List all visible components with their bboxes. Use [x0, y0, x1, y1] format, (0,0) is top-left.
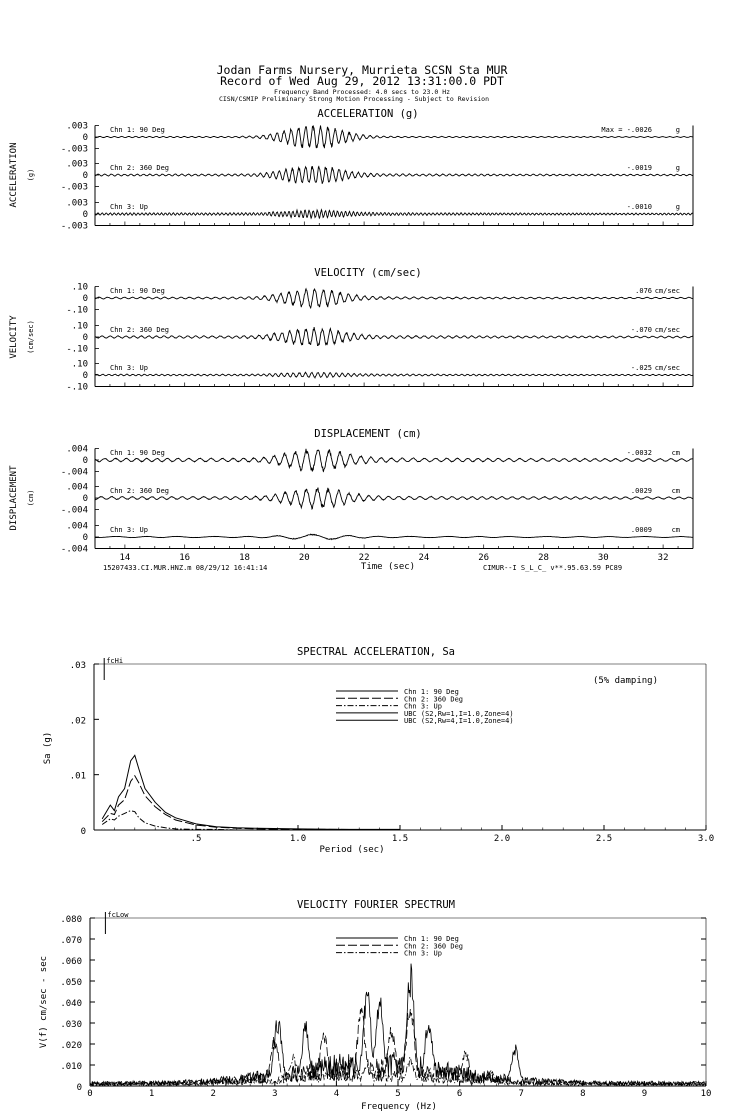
waveform-trace [95, 534, 693, 539]
time-tick-label: 20 [298, 553, 310, 563]
panel-ylabel: VELOCITY [9, 315, 19, 359]
panel-ylabel: ACCELERATION [9, 142, 19, 208]
fs-series-line [90, 964, 706, 1085]
sa-xtick-label: 3.0 [697, 834, 715, 844]
fs-xlabel: Frequency (Hz) [361, 1102, 437, 1112]
sa-ytick-label: .02 [69, 716, 86, 727]
ytick-label-top: .10 [71, 282, 88, 293]
sa-xtick-label: 2.0 [493, 834, 511, 844]
channel-label: Chn 3: Up [110, 364, 148, 372]
footer-version: CIMUR--I S_L_C_ v**.95.63.59 PC89 [483, 564, 623, 572]
ytick-label-zero: 0 [82, 294, 88, 304]
fs-ylabel: V(f) cm/sec - sec [39, 955, 49, 1049]
channel-peak-units: cm [671, 487, 680, 495]
ytick-label-top: .003 [66, 159, 88, 170]
fs-fclow-label: fcLow [107, 911, 129, 919]
fs-legend-label: Chn 2: 360 Deg [404, 942, 464, 951]
velocity-time-history [9, 267, 693, 393]
spectral-acceleration-chart [43, 646, 714, 855]
ytick-label-zero: 0 [82, 533, 88, 543]
waveform-trace [95, 210, 693, 219]
channel-peak-units: cm [671, 526, 680, 534]
time-tick-label: 22 [358, 553, 370, 563]
panel-title: ACCELERATION (g) [317, 108, 419, 120]
sa-xtick-label: 1.5 [391, 834, 409, 844]
fs-xtick-label: 0 [87, 1089, 93, 1099]
time-axis-label: Time (sec) [360, 562, 416, 572]
header-record-date: Record of Wed Aug 29, 2012 13:31:00.0 PDT [220, 74, 504, 88]
fs-xtick-label: 5 [395, 1089, 401, 1099]
fs-ytick-label: .050 [60, 978, 82, 988]
channel-label: Chn 1: 90 Deg [110, 126, 165, 134]
time-tick-label: 26 [478, 553, 490, 563]
fs-ytick-label: .010 [60, 1062, 82, 1072]
time-tick-label: 28 [538, 553, 549, 563]
channel-peak-units: cm [671, 449, 680, 457]
channel-peak-value: Max = -.0026 [601, 126, 652, 134]
sa-xlabel: Period (sec) [319, 845, 385, 855]
sa-ytick-label: 0 [80, 827, 86, 837]
sa-ytick-label: .03 [69, 661, 86, 671]
header-frequency-band: Frequency Band Processed: 4.0 secs to 23.0 Hz [273, 88, 451, 96]
ytick-label-bottom: -.004 [60, 505, 88, 516]
ytick-label-zero: 0 [82, 494, 88, 504]
channel-peak-units: g [675, 126, 680, 134]
sa-xtick-label: .5 [190, 834, 202, 844]
time-tick-label: 14 [119, 553, 131, 563]
fs-xtick-label: 10 [700, 1089, 712, 1099]
channel-label: Chn 2: 360 Deg [110, 487, 170, 495]
time-tick-label: 18 [239, 553, 250, 563]
ytick-label-zero: 0 [82, 133, 88, 143]
panel-title: DISPLACEMENT (cm) [314, 428, 422, 440]
channel-peak-units: cm/sec [654, 326, 680, 334]
channel-peak-value: -.0019 [626, 164, 652, 172]
ytick-label-top: .003 [66, 121, 88, 132]
ytick-label-top: .10 [71, 359, 88, 370]
channel-peak-units: g [675, 203, 680, 211]
sa-legend-label: UBC (S2,Rw=1,I=1.0,Zone=4) [404, 709, 514, 718]
waveform-trace [95, 449, 693, 472]
channel-label: Chn 1: 90 Deg [110, 449, 165, 457]
ytick-label-zero: 0 [82, 371, 88, 381]
channel-label: Chn 2: 360 Deg [110, 326, 170, 334]
sa-damping-label: (5% damping) [592, 676, 658, 686]
ytick-label-top: .004 [66, 482, 88, 493]
sa-xtick-label: 1.0 [289, 834, 307, 844]
channel-peak-value: -.070 [630, 326, 652, 334]
ytick-label-zero: 0 [82, 171, 88, 181]
footer-file-id: 15207433.CI.MUR.HNZ.m 08/29/12 16:41:14 [103, 564, 268, 572]
sa-series-line [102, 776, 400, 830]
channel-peak-value: -.025 [630, 364, 652, 372]
time-tick-label: 16 [179, 553, 191, 563]
fs-xtick-label: 3 [272, 1089, 278, 1099]
channel-peak-units: cm/sec [654, 364, 680, 372]
time-tick-label: 24 [418, 553, 430, 563]
ytick-label-bottom: -.003 [60, 221, 88, 232]
fs-ytick-label: .080 [60, 915, 82, 925]
fs-xtick-label: 6 [456, 1089, 463, 1099]
fs-ytick-label: 0 [76, 1083, 82, 1093]
waveform-trace [95, 372, 693, 378]
ytick-label-bottom: -.10 [66, 382, 88, 393]
sa-legend-label: UBC (S2,Rw=4,I=1.0,Zone=4) [404, 717, 514, 726]
panel-yunits: (g) [27, 168, 35, 182]
fs-legend-label: Chn 3: Up [404, 949, 442, 958]
ytick-label-zero: 0 [82, 210, 88, 220]
fs-ytick-label: .070 [60, 936, 82, 946]
displacement-time-history [9, 428, 693, 555]
channel-label: Chn 3: Up [110, 526, 148, 534]
channel-peak-value: .0009 [630, 526, 652, 534]
ytick-label-bottom: -.004 [60, 467, 88, 478]
fs-xtick-label: 1 [148, 1089, 155, 1099]
fs-xtick-label: 4 [333, 1089, 340, 1099]
waveform-trace [95, 166, 693, 184]
sa-ylabel: Sa (g) [43, 731, 53, 765]
panel-title: VELOCITY (cm/sec) [314, 267, 422, 279]
fs-xtick-label: 2 [210, 1089, 216, 1099]
fs-ytick-label: .020 [60, 1041, 82, 1051]
fs-xtick-label: 9 [641, 1089, 648, 1099]
channel-label: Chn 3: Up [110, 203, 148, 211]
ytick-label-top: .10 [71, 321, 88, 332]
time-tick-label: 30 [597, 553, 609, 563]
channel-label: Chn 1: 90 Deg [110, 287, 165, 295]
ytick-label-bottom: -.003 [60, 182, 88, 193]
channel-peak-units: g [675, 164, 680, 172]
ytick-label-top: .003 [66, 198, 88, 209]
time-tick-label: 32 [657, 553, 669, 563]
header-station: Jodan Farms Nursery, Murrieta SCSN Sta MUR [216, 63, 508, 77]
velocity-fourier-spectrum-chart [39, 899, 711, 1112]
sa-legend-label: Chn 1: 90 Deg [404, 688, 459, 696]
fs-ytick-label: .040 [60, 999, 82, 1009]
ytick-label-bottom: -.003 [60, 144, 88, 155]
fs-ytick-label: .060 [60, 957, 82, 967]
channel-peak-value: .0029 [630, 487, 652, 495]
channel-label: Chn 2: 360 Deg [110, 164, 170, 172]
acceleration-time-history [9, 108, 693, 232]
fs-ytick-label: .030 [60, 1020, 82, 1030]
panel-yunits: (cm) [27, 489, 35, 507]
waveform-trace [95, 289, 693, 308]
channel-peak-value: -.0010 [626, 203, 652, 211]
sa-ytick-label: .01 [69, 771, 86, 782]
panel-yunits: (cm/sec) [27, 320, 35, 354]
ytick-label-zero: 0 [82, 333, 88, 343]
sa-xtick-label: 2.5 [595, 834, 613, 844]
ytick-label-bottom: -.004 [60, 544, 88, 555]
channel-peak-value: -.0032 [626, 449, 652, 457]
channel-peak-units: cm/sec [654, 287, 680, 295]
sa-series-line [102, 755, 400, 829]
sa-series-line [102, 811, 400, 830]
waveform-trace [95, 327, 693, 345]
ytick-label-bottom: -.10 [66, 305, 88, 316]
ytick-label-zero: 0 [82, 456, 88, 466]
sa-legend-label: Chn 2: 360 Deg [404, 695, 464, 704]
ytick-label-bottom: -.10 [66, 344, 88, 355]
sa-title: SPECTRAL ACCELERATION, Sa [296, 646, 456, 658]
fs-series-line [90, 1008, 706, 1085]
fs-legend-label: Chn 1: 90 Deg [404, 935, 459, 943]
ytick-label-top: .004 [66, 444, 88, 455]
channel-peak-value: .076 [635, 287, 652, 295]
ytick-label-top: .004 [66, 521, 88, 532]
header-processing-note: CISN/CSMIP Preliminary Strong Motion Processing - Subject to Revision [218, 95, 490, 103]
panel-ylabel: DISPLACEMENT [9, 465, 19, 531]
sa-legend-label: Chn 3: Up [404, 702, 442, 711]
fs-title: VELOCITY FOURIER SPECTRUM [296, 899, 456, 911]
fs-xtick-label: 8 [580, 1089, 586, 1099]
waveform-trace [95, 488, 693, 509]
fs-xtick-label: 7 [518, 1089, 524, 1099]
sa-fchi-label: fcHi [106, 657, 124, 665]
